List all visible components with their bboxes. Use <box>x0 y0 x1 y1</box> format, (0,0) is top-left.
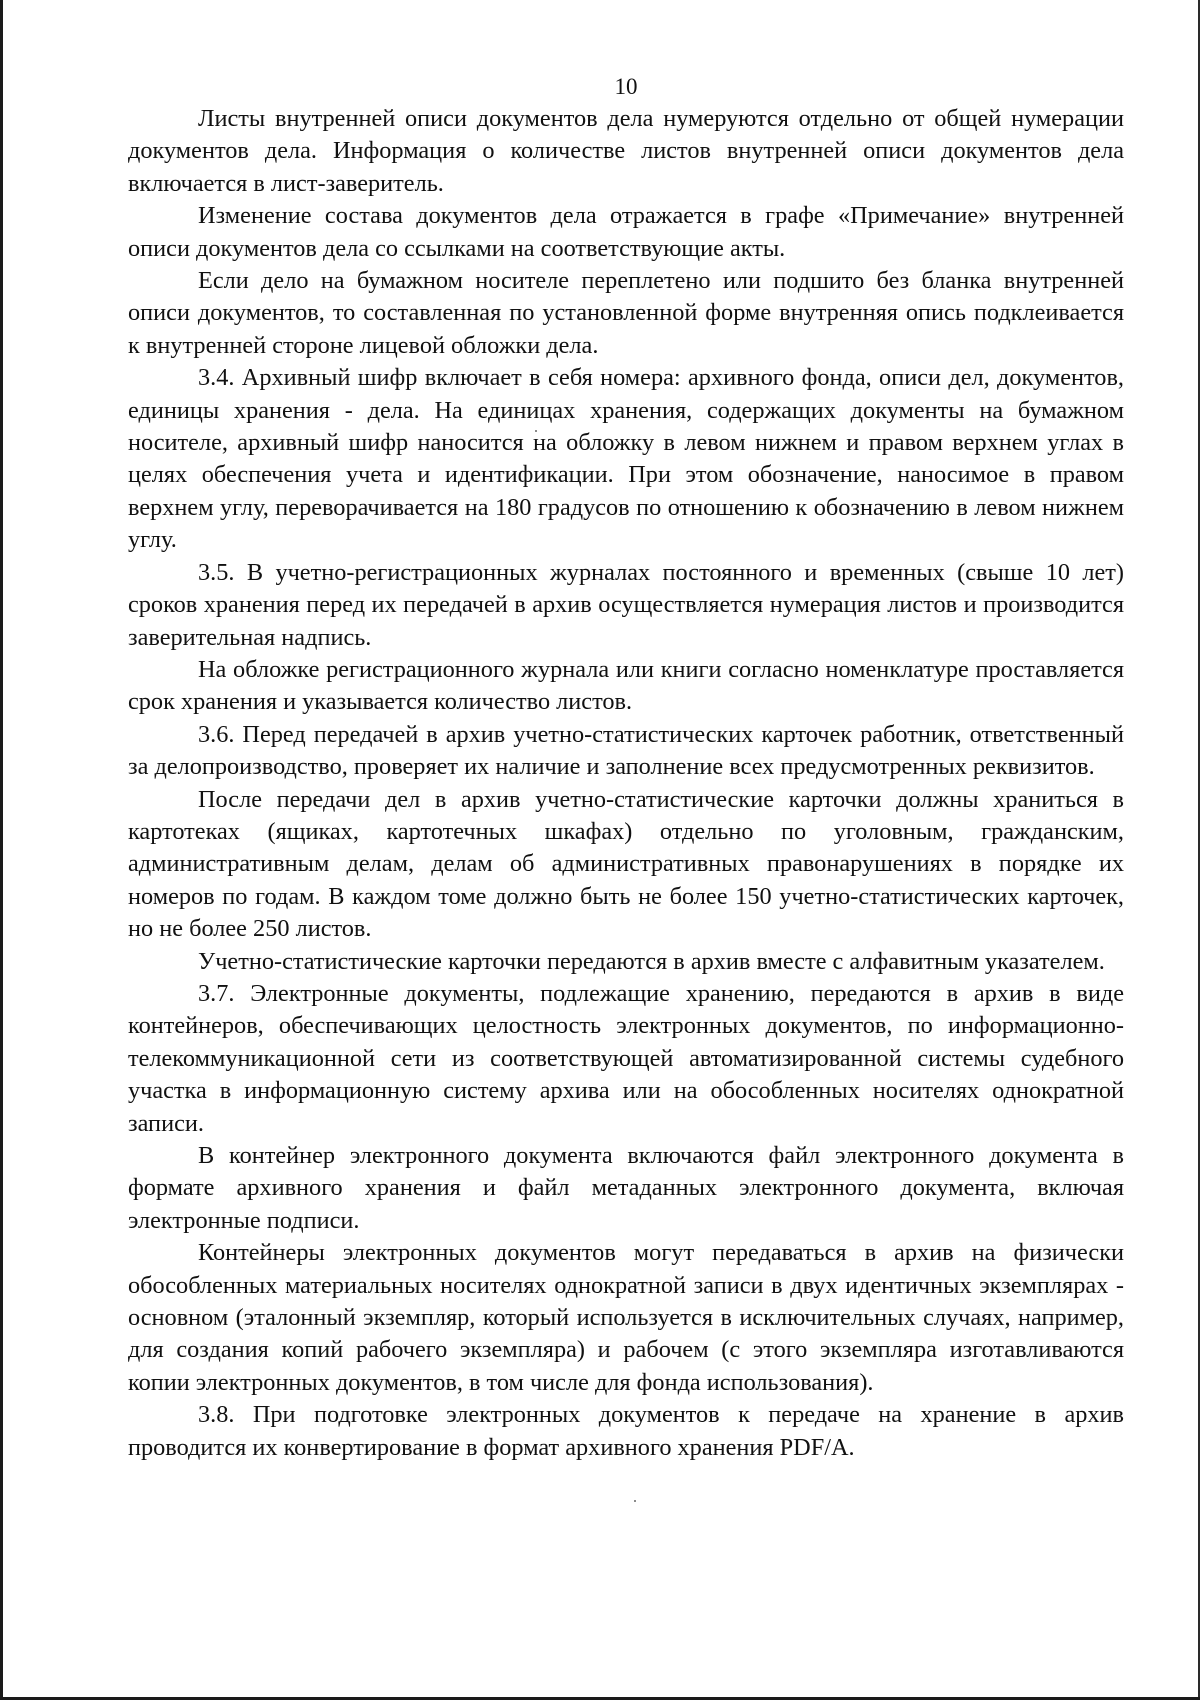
paragraph-3-6: 3.6. Перед передачей в архив учетно-статистических карточек работник, ответственный за делопроизводство, проверяет их наличие и заполнение всех предусмотренных реквизитов. <box>128 720 1124 781</box>
paragraph: Если дело на бумажном носителе переплетено или подшито без бланка внутренней описи документов, то составленная по установленной форме внутренняя опись подклеивается к внутренней стороне лицевой обложки дела. <box>128 267 1124 359</box>
paragraph: После передачи дел в архив учетно-статистические карточки должны храниться в картотеках (ящиках, картотечных шкафах) отдельно по уголовным, гражданским, административным делам, делам об административных правонарушениях в порядке их номеров по годам. В каждом томе должно быть не более 150 учетно-статистических карточек, но не более 250 листов. <box>128 785 1124 943</box>
paragraph: В контейнер электронного документа включаются файл электронного документа в формате архивного хранения и файл метаданных электронного документа, включая электронные подписи. <box>128 1142 1124 1234</box>
scan-speck <box>634 1500 636 1502</box>
paragraph: Контейнеры электронных документов могут передаваться в архив на физически обособленных материальных носителях однократной записи в двух идентичных экземплярах - основном (эталонный экземпляр, который используется в исключительных случаях, например, для создания копий рабочего экземпляра) и рабочем (с этого экземпляра изготавливаются копии электронных документов, в том числе для фонда использования). <box>128 1239 1124 1396</box>
paragraph-3-4: 3.4. Архивный шифр включает в себя номера: архивного фонда, описи дел, документов, единицы хранения - дела. На единицах хранения, содержащих документы на бумажном носителе, архивный шифр наносится на обложку в левом нижнем и правом верхнем углах в целях обеспечения учета и идентификации. При этом обозначение, наносимое в правом верхнем углу, переворачивается на 180 градусов по отношению к обозначению в левом нижнем углу. <box>128 364 1124 554</box>
page-number: 10 <box>614 74 638 99</box>
paragraph: Учетно-статистические карточки передаются в архив вместе с алфавитным указателем. <box>198 947 1105 975</box>
paragraph: На обложке регистрационного журнала или книги согласно номенклатуре проставляется срок хранения и указывается количество листов. <box>128 655 1124 716</box>
paragraph: Листы внутренней описи документов дела нумеруются отдельно от общей нумерации документов дела. Информация о количестве листов внутренней описи документов дела включается в лист-заверитель. <box>128 105 1124 197</box>
paragraph-3-7: 3.7. Электронные документы, подлежащие хранению, передаются в архив в виде контейнеров, обеспечивающих целостность электронных документов, по информационно-телекоммуникационной сети из соответствующей автоматизированной системы судебного участка в информационную систему архива или на обособленных носителях однократной записи. <box>128 979 1124 1137</box>
scan-border-left <box>0 0 3 1700</box>
document-page <box>128 70 1124 1464</box>
document-body <box>128 103 1124 1464</box>
paragraph-3-5: 3.5. В учетно-регистрационных журналах постоянного и временных (свыше 10 лет) сроков хранения перед их передачей в архив осуществляется нумерация листов и производится заверительная надпись. <box>128 558 1124 651</box>
paragraph: Изменение состава документов дела отражается в графе «Примечание» внутренней описи документов дела со ссылками на соответствующие акты. <box>128 202 1124 262</box>
paragraph-3-8: 3.8. При подготовке электронных документов к передаче на хранение в архив проводится их конвертирование в формат архивного хранения PDF/A. <box>128 1401 1124 1461</box>
